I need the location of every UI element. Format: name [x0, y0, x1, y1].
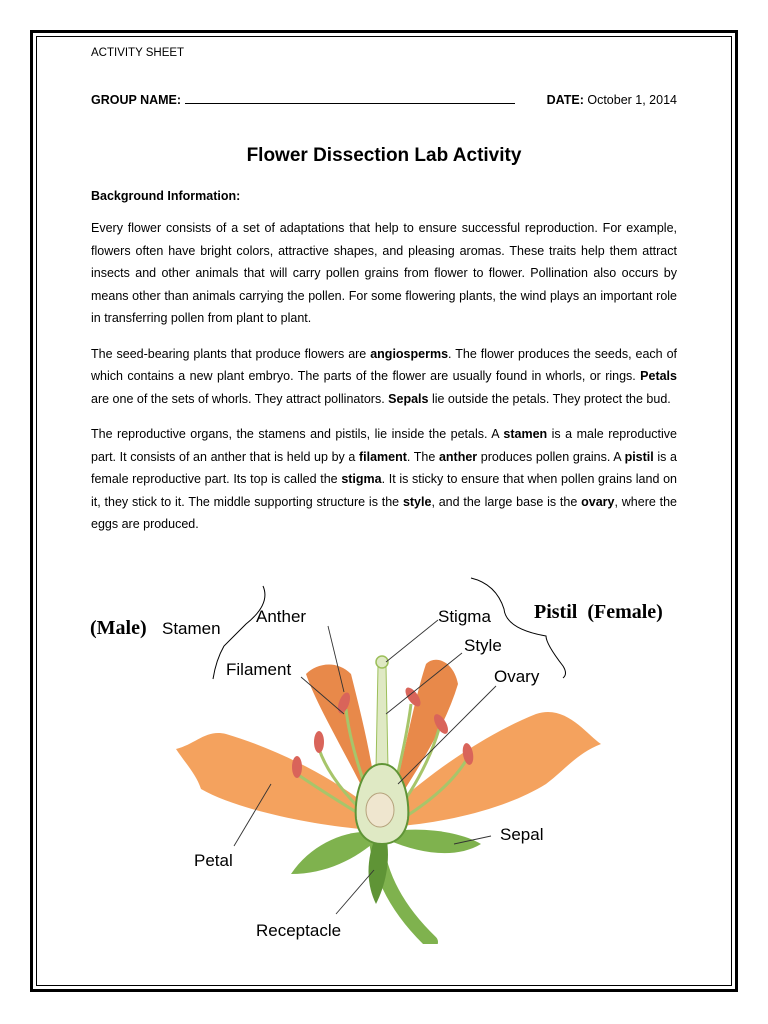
page-title: Flower Dissection Lab Activity	[246, 145, 522, 166]
bold-term: anther	[438, 449, 478, 464]
text-run: The seed-bearing plants that produce flowers are	[91, 346, 371, 361]
date-value: October 1, 2014	[587, 93, 677, 107]
date-label: DATE:	[546, 93, 584, 107]
petal-label: Petal	[194, 851, 233, 870]
anther	[292, 756, 302, 778]
sepal-label: Sepal	[500, 825, 544, 844]
stigma-leader	[386, 620, 438, 662]
bold-term: stigma	[341, 472, 382, 486]
text-run: . It is sticky to ensure that when pollen grains land on it, they stick to it. The middle supporting structure is the	[91, 472, 677, 509]
male-label: (Male)	[90, 617, 147, 639]
stamen-label: Stamen	[162, 619, 221, 638]
text-run: is a female reproductive part. Its top is called the	[91, 449, 677, 486]
anther-label: Anther	[256, 607, 307, 626]
text-run: , where the eggs are produced.	[91, 494, 677, 531]
paragraph-2	[91, 343, 677, 411]
style-label: Style	[464, 636, 502, 655]
text-run: are one of the sets of whorls. They attract pollinators.	[91, 391, 389, 406]
ovary-label: Ovary	[494, 667, 540, 686]
date-field	[547, 93, 677, 107]
text-run: The reproductive organs, the stamens and pistils, lie inside the petals. A	[91, 427, 504, 441]
bold-term: style	[402, 494, 432, 509]
text-run: produces pollen grains. A	[477, 449, 625, 464]
sheet-label: ACTIVITY SHEET	[91, 47, 185, 59]
text-run: Every flower consists of a set of adaptations that help to ensure successful reproduction. For example, flowers often have bright colors, attractive shapes, and pleasing aromas. These traits help them attract insects and other animals that will carry pollen grains from flower to flower. Pollination also occurs by means other than animals carrying the pollen. For some flowering plants, the wind plays an important role in transferring pollen from plant to plant.	[91, 221, 677, 325]
group-name-field[interactable]	[91, 93, 515, 107]
bold-term: ovary	[581, 494, 615, 509]
bold-term: angiosperms	[370, 346, 449, 361]
paragraph-1	[91, 217, 677, 330]
ovule	[366, 793, 394, 827]
receptacle-label: Receptacle	[256, 921, 342, 940]
bold-term: filament	[358, 449, 407, 464]
group-name-label: GROUP NAME:	[91, 93, 182, 107]
anther	[314, 731, 324, 753]
bold-term: Sepals	[388, 391, 429, 406]
pistil-female-label: Pistil (Female)	[534, 601, 663, 623]
text-run: lie outside the petals. They protect the bud.	[428, 391, 671, 406]
text-run: . The	[406, 449, 439, 464]
text-run: , and the large base is the	[431, 494, 582, 509]
background-heading: Background Information:	[91, 189, 241, 203]
group-name-blank[interactable]	[185, 102, 515, 104]
paragraph-3	[91, 423, 677, 536]
group-date-row	[91, 93, 677, 107]
text-run: . The flower produces the seeds, each of which contains a new plant embryo. The parts of the flower are usually found in whorls, or rings.	[91, 346, 677, 383]
style	[376, 666, 388, 769]
bold-term: pistil	[624, 449, 654, 464]
receptacle-leader	[336, 870, 374, 914]
filament-label: Filament	[226, 660, 292, 679]
bold-term: stamen	[503, 427, 548, 441]
flower-diagram	[76, 574, 692, 944]
stigma-label: Stigma	[438, 607, 491, 626]
text-run: is a male reproductive part. It consists of an anther that is held up by a	[91, 427, 677, 464]
pistil-bracket	[471, 578, 566, 678]
bold-term: Petals	[640, 369, 677, 383]
activity-sheet	[91, 45, 677, 536]
